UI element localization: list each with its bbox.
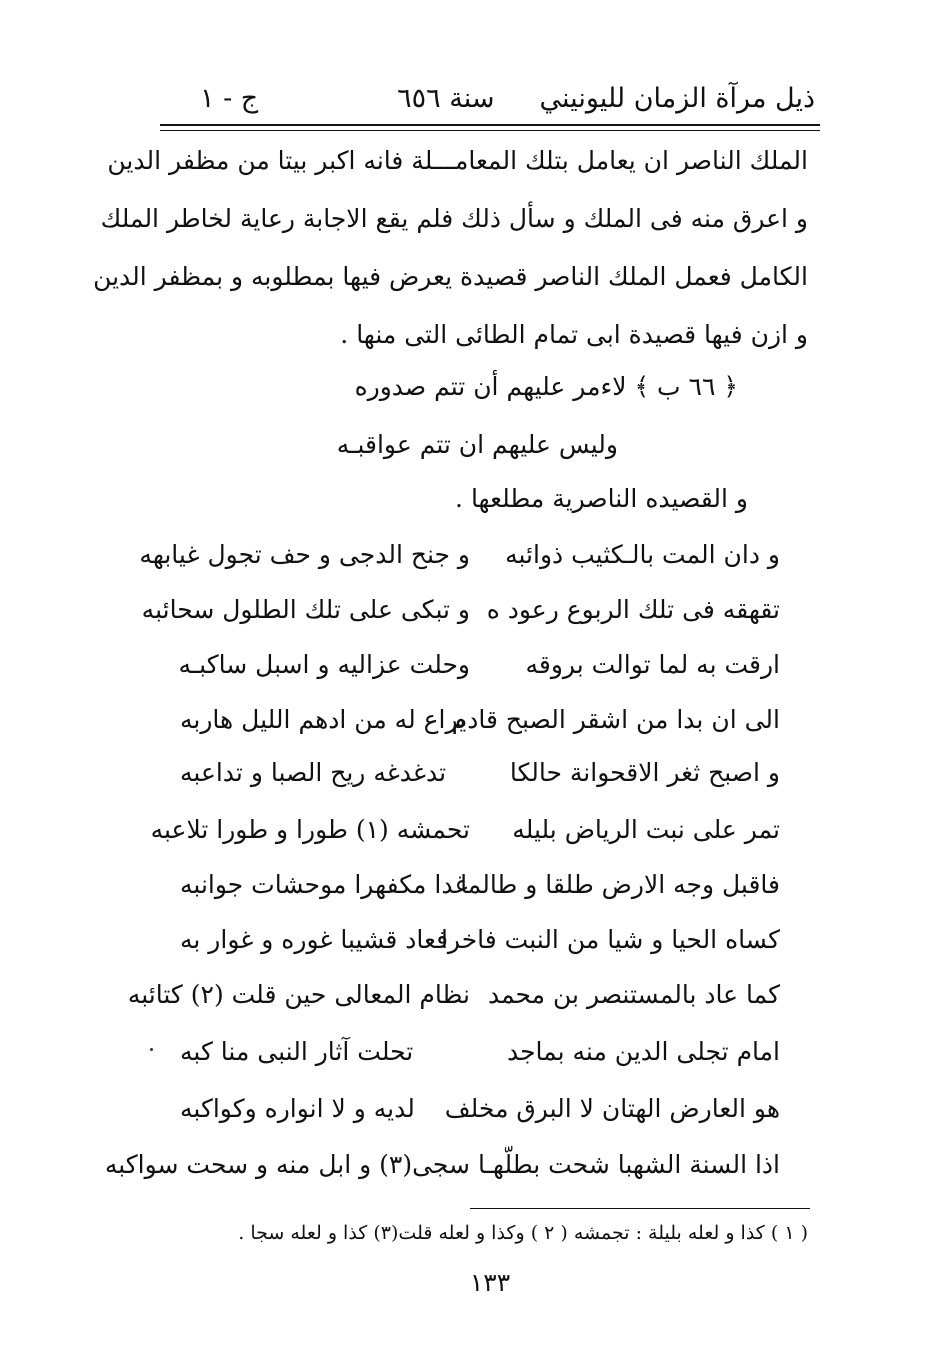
verse-second-hemistich: سجى(٣) و ابل منه و سحت سواكبه (104, 1150, 470, 1179)
verse-first-hemistich: امام تجلى الدين منه بماجد (506, 1037, 780, 1066)
verse-first-hemistich: الى ان بدا من اشقر الصبح قادم (451, 705, 780, 734)
verse-first-hemistich: اذا السنة الشهبا شحت بطلّهـا (477, 1150, 780, 1179)
verse-second-hemistich: غدا مكفهرا موحشات جوانبه (180, 870, 468, 899)
verse-row (160, 1094, 800, 1134)
verse-first-hemistich: و اصبح ثغر الاقحوانة حالكا (509, 758, 780, 787)
footnotes: ( ١ ) كذا و لعله بليلة : تجمشه ( ٢ ) وكذا و لعله قلت(٣) كذا و لعله سجا . (238, 1222, 808, 1244)
header-rule-thick (160, 124, 820, 126)
quoted-hemistich-1: لاءمر عليهم أن تتم صدوره (354, 372, 627, 401)
verse-row (160, 650, 800, 690)
verse-second-hemistich: نظام المعالى حين قلت (٢) كتائبه (127, 980, 470, 1009)
verse-row (160, 925, 800, 965)
verse-second-hemistich: فعاد قشيبا غوره و غوار به (180, 925, 449, 954)
verse-first-hemistich: كساه الحيا و شيا من النبت فاخرا (440, 925, 780, 954)
verse-row (127, 980, 800, 1020)
verse-first-hemistich: هو العارض الهتان لا البرق مخلف (444, 1094, 780, 1123)
ode-intro-line: و القصيده الناصرية مطلعها . (455, 484, 748, 513)
footnote-rule (470, 1208, 810, 1209)
verse-first-hemistich: كما عاد بالمستنصر بن محمد (487, 980, 780, 1009)
verse-second-hemistich: و جنح الدجى و حف تجول غيابهه (139, 540, 470, 569)
book-title: ذيل مرآة الزمان لليونيني (539, 82, 815, 114)
verse-row (160, 705, 800, 745)
verse-second-hemistich: يراع له من ادهم الليل هاربه (180, 705, 467, 734)
page-number: ١٣٣ (469, 1268, 511, 1297)
prose-line-1: الملك الناصر ان يعامل بتلك المعامـــلة فانه اكبر بيتا من مظفر الدين (107, 146, 808, 175)
verse-second-hemistich: تدغدغه ريح الصبا و تداعبه (180, 758, 447, 787)
verse-row (150, 815, 800, 855)
folio-marker: ﴿ ٦٦ ب ﴾ (634, 372, 738, 401)
year-label: سنة ٦٥٦ (397, 82, 495, 114)
verse-row (160, 758, 800, 798)
verse-row (160, 870, 800, 910)
quoted-hemistich-2: وليس عليهم ان تتم عواقبـه (336, 430, 618, 459)
prose-line-2: و اعرق منه فى الملك و سأل ذلك فلم يقع الاجابة رعاية لخاطر الملك (100, 204, 808, 233)
prose-line-3: الكامل فعمل الملك الناصر قصيدة يعرض فيها بمطلوبه و بمظفر الدين (93, 262, 808, 291)
verse-second-hemistich: و تبكى على تلك الطلول سحائبه (141, 595, 470, 624)
verse-first-hemistich: تمر على نبت الرياض بليله (512, 815, 780, 844)
header-rule-thin (160, 130, 820, 131)
verse-row (141, 595, 800, 635)
verse-second-hemistich: تحلت آثار النبى منا كبه (180, 1037, 414, 1066)
verse-second-hemistich: لديه و لا انواره وكواكبه (180, 1094, 415, 1123)
verse-second-hemistich: تحمشه (١) طورا و طورا تلاعبه (150, 815, 470, 844)
quoted-verse-first (355, 372, 738, 401)
verse-first-hemistich: فاقبل وجه الارض طلقا و طالما (460, 870, 780, 899)
verse-row (139, 540, 800, 580)
verse-first-hemistich: ارقت به لما توالت بروقه (525, 650, 780, 679)
verse-second-hemistich: وحلت عزاليه و اسبل ساكبـه (178, 650, 470, 679)
verse-row (104, 1150, 800, 1190)
stray-ink-dot (150, 1048, 153, 1051)
volume-label: ج - ١ (200, 82, 259, 114)
prose-line-4: و ازن فيها قصيدة ابى تمام الطائى التى منها . (340, 320, 808, 349)
verse-first-hemistich: تقهقه فى تلك الربوع رعود ه (486, 595, 780, 624)
running-header (160, 78, 820, 118)
verse-first-hemistich: و دان المت بالـكثيب ذوائبه (505, 540, 780, 569)
verse-row (160, 1037, 800, 1077)
